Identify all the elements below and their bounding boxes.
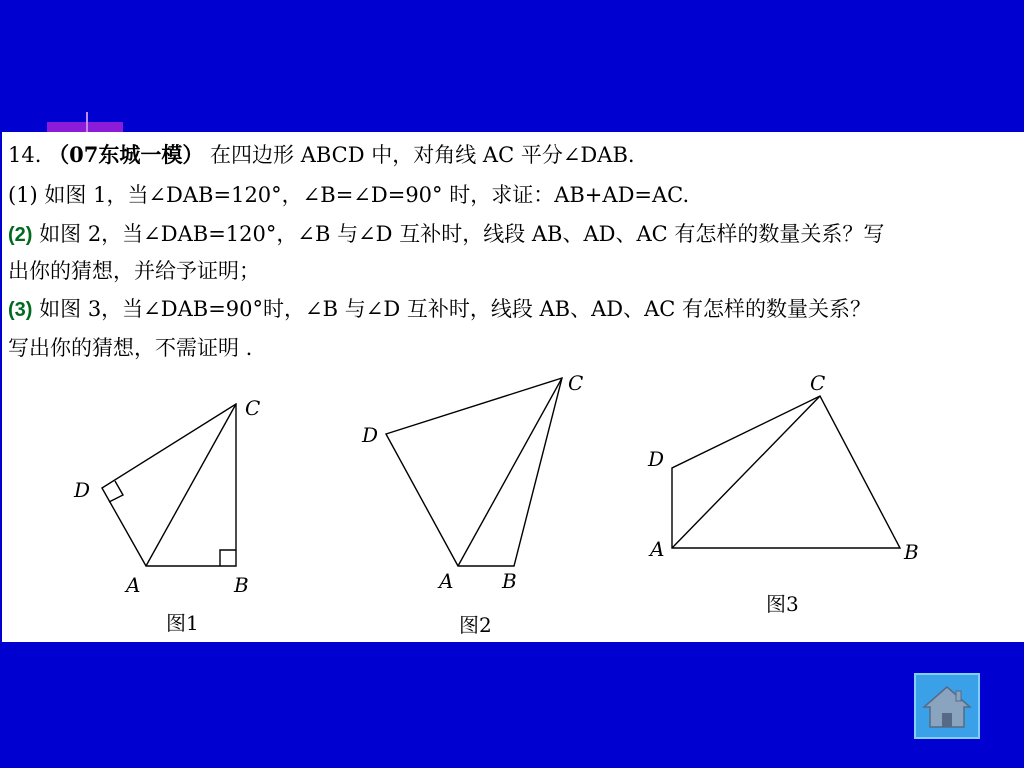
problem-number: 14.: [8, 143, 42, 167]
part-2-text: 如图 2，当∠DAB=120°，∠B 与∠D 互补时，线段 AB、AD、AC 有怎样的数量关系？写: [39, 222, 885, 246]
figure-2: [386, 378, 562, 566]
fig3-quadrilateral: [672, 396, 900, 548]
fig3-label-d: D: [648, 447, 665, 471]
fig3-label-c: C: [810, 371, 826, 395]
fig1-label-a: A: [126, 573, 141, 597]
fig2-label-a: A: [439, 569, 454, 593]
house-icon: [916, 675, 978, 737]
problem-source: （07东城一模）: [48, 142, 204, 167]
figures-diagram: [2, 132, 1024, 642]
fig3-label-a: A: [650, 537, 665, 561]
fig1-label-b: B: [234, 573, 249, 597]
figure-1: [102, 404, 236, 566]
fig2-label-c: C: [568, 371, 584, 395]
problem-panel: [2, 132, 1024, 642]
problem-part-1: (1) 如图 1，当∠DAB=120°，∠B=∠D=90° 时，求证：AB+AD=AC.: [8, 183, 690, 207]
fig1-right-angle-b: [220, 550, 236, 566]
fig1-right-angle-d: [109, 481, 123, 502]
fig2-label-d: D: [362, 423, 379, 447]
problem-part-3-continued: 写出你的猜想，不需证明 .: [8, 336, 253, 360]
problem-part-2-continued: 出你的猜想，并给予证明；: [8, 259, 260, 283]
fig1-quadrilateral: [102, 404, 236, 566]
problem-statement: 在四边形 ABCD 中，对角线 AC 平分∠DAB.: [210, 143, 635, 167]
fig1-diagonal-ac: [146, 404, 236, 566]
part-3-text: 如图 3，当∠DAB=90°时，∠B 与∠D 互补时，线段 AB、AD、AC 有怎样的数量关系？: [39, 297, 872, 321]
fig1-label-d: D: [74, 478, 91, 502]
fig3-label-b: B: [904, 540, 919, 564]
fig1-caption: 图1: [166, 611, 199, 635]
part-3-number: (3): [8, 299, 33, 321]
fig3-caption: 图3: [766, 592, 799, 616]
fig1-label-c: C: [245, 396, 261, 420]
figure-3: [672, 396, 900, 548]
home-button[interactable]: [914, 673, 980, 739]
fig2-label-b: B: [502, 569, 517, 593]
fig2-caption: 图2: [459, 613, 492, 637]
fig3-diagonal-ac: [672, 396, 820, 548]
decorative-line: [86, 112, 88, 134]
part-2-number: (2): [8, 224, 33, 246]
